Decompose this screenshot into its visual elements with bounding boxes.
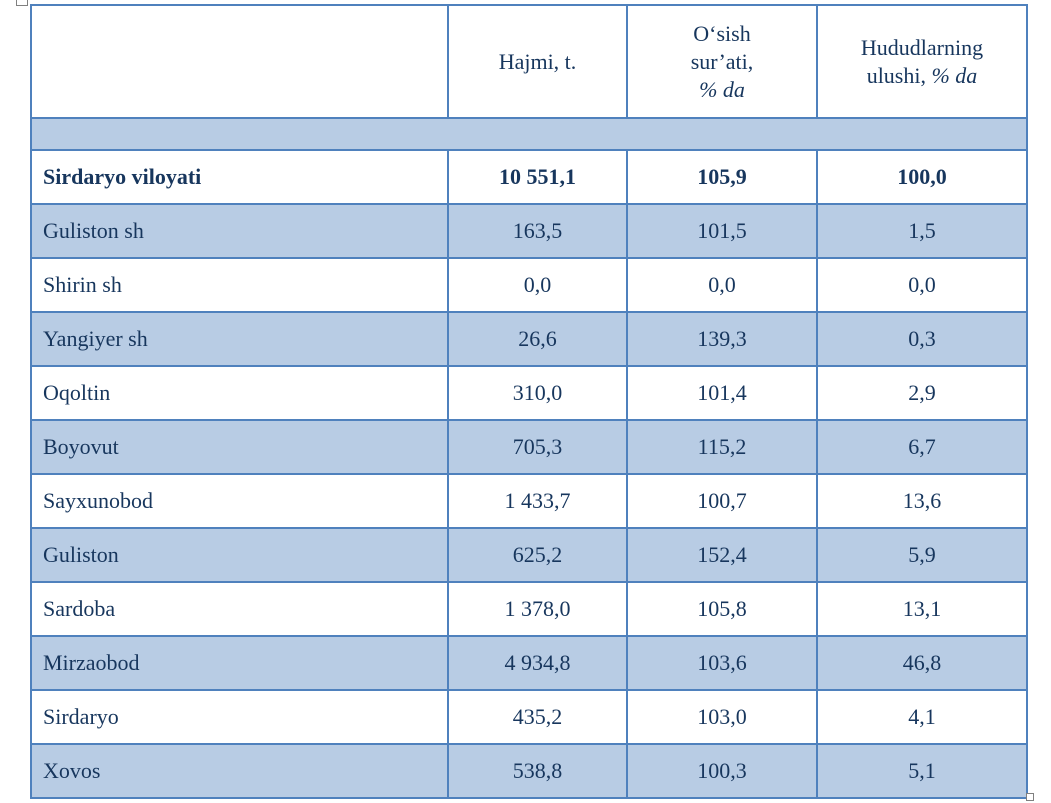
cell-region: Shirin sh [31, 258, 448, 312]
cell-volume: 538,8 [448, 744, 627, 798]
cell-share: 13,1 [817, 582, 1027, 636]
header-growth [627, 5, 817, 118]
header-volume: Hajmi, t. [448, 5, 627, 118]
cell-growth: 101,5 [627, 204, 817, 258]
cell-region: Oqoltin [31, 366, 448, 420]
table-move-handle[interactable] [16, 0, 28, 6]
cell-region: Yangiyer sh [31, 312, 448, 366]
cell-region: Xovos [31, 744, 448, 798]
table-row [31, 636, 1027, 690]
table-row [31, 528, 1027, 582]
cell-volume: 310,0 [448, 366, 627, 420]
cell-share: 46,8 [817, 636, 1027, 690]
cell-region: Sirdaryo [31, 690, 448, 744]
cell-growth: 0,0 [627, 258, 817, 312]
cell-volume: 0,0 [448, 258, 627, 312]
cell-share: 0,0 [817, 258, 1027, 312]
cell-share: 13,6 [817, 474, 1027, 528]
table-row [31, 690, 1027, 744]
cell-volume: 4 934,8 [448, 636, 627, 690]
cell-region: Boyovut [31, 420, 448, 474]
table-row [31, 366, 1027, 420]
cell-region: Mirzaobod [31, 636, 448, 690]
cell-growth: 115,2 [627, 420, 817, 474]
cell-region: Sayxunobod [31, 474, 448, 528]
cell-volume: 163,5 [448, 204, 627, 258]
header-growth-line2: sur’ati, [690, 48, 754, 74]
cell-region: Sardoba [31, 582, 448, 636]
cell-volume: 26,6 [448, 312, 627, 366]
table-resize-handle[interactable] [1026, 793, 1034, 801]
header-share-line1: Hududlarning [860, 34, 984, 60]
total-share: 100,0 [817, 150, 1027, 204]
cell-growth: 139,3 [627, 312, 817, 366]
header-growth-line1: O‘sish [693, 20, 751, 46]
header-share-line3: % da [931, 62, 978, 88]
cell-share: 5,9 [817, 528, 1027, 582]
cell-volume: 625,2 [448, 528, 627, 582]
table-row [31, 744, 1027, 798]
cell-share: 6,7 [817, 420, 1027, 474]
cell-growth: 101,4 [627, 366, 817, 420]
cell-volume: 1 433,7 [448, 474, 627, 528]
regional-data-table [30, 4, 1028, 799]
cell-share: 5,1 [817, 744, 1027, 798]
header-growth-line3: % da [699, 76, 745, 102]
table-row [31, 204, 1027, 258]
cell-growth: 100,3 [627, 744, 817, 798]
cell-share: 1,5 [817, 204, 1027, 258]
cell-growth: 103,6 [627, 636, 817, 690]
header-share [817, 5, 1027, 118]
table-row [31, 474, 1027, 528]
table-row [31, 258, 1027, 312]
cell-growth: 105,8 [627, 582, 817, 636]
cell-growth: 152,4 [627, 528, 817, 582]
spacer-row [31, 118, 1027, 150]
table-row [31, 312, 1027, 366]
total-row [31, 150, 1027, 204]
cell-share: 4,1 [817, 690, 1027, 744]
spacer-cell [31, 118, 1027, 150]
cell-growth: 103,0 [627, 690, 817, 744]
cell-volume: 435,2 [448, 690, 627, 744]
total-volume: 10 551,1 [448, 150, 627, 204]
cell-growth: 100,7 [627, 474, 817, 528]
header-region [31, 5, 448, 118]
header-row [31, 5, 1027, 118]
table-row [31, 582, 1027, 636]
cell-volume: 705,3 [448, 420, 627, 474]
total-region: Sirdaryo viloyati [31, 150, 448, 204]
cell-share: 2,9 [817, 366, 1027, 420]
cell-region: Guliston sh [31, 204, 448, 258]
cell-region: Guliston [31, 528, 448, 582]
total-growth: 105,9 [627, 150, 817, 204]
header-share-line2: ulushi, [866, 62, 926, 88]
table-row [31, 420, 1027, 474]
cell-share: 0,3 [817, 312, 1027, 366]
cell-volume: 1 378,0 [448, 582, 627, 636]
